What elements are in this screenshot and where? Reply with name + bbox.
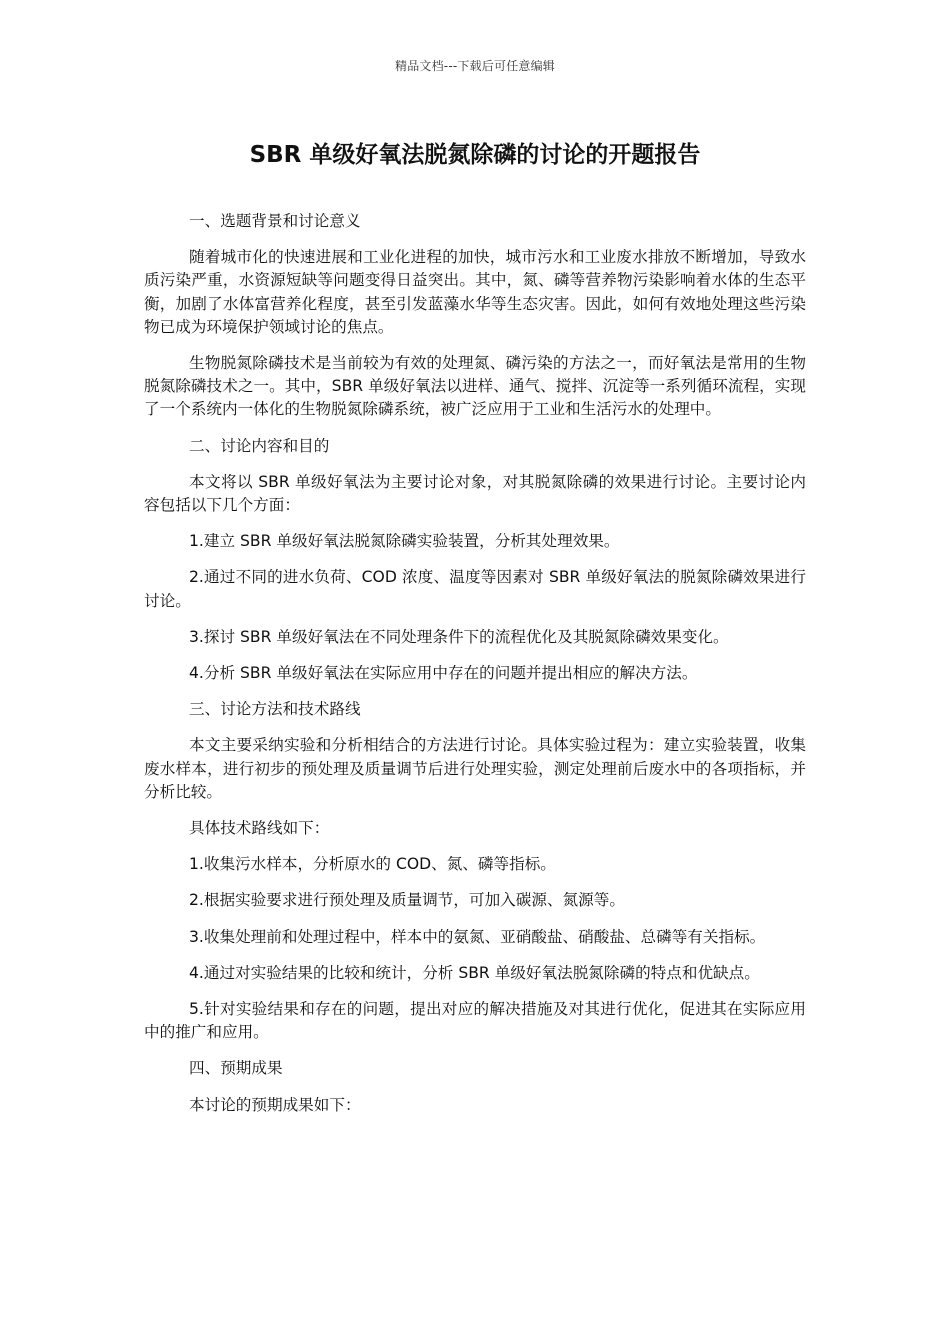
list-item-route-3: 3.收集处理前和处理过程中，样本中的氨氮、亚硝酸盐、硝酸盐、总磷等有关指标。 (189, 927, 766, 946)
paragraph-route-intro: 具体技术路线如下： (189, 819, 330, 838)
list-item-route-4: 4.通过对实验结果的比较和统计，分析 SBR 单级好氧法脱氮除磷的特点和优缺点。 (189, 963, 760, 982)
paragraph-background: 随着城市化的快速进展和工业化进程的加快，城市污水和工业废水排放不断增加，导致水质污染严重，水资源短缺等问题变得日益突出。其中，氮、磷等营养物污染影响着水体的生态平衡，加剧了水体富营养化程度，甚至引发蓝藻水华等生态灾害。因此，如何有效地处理这些污染物已成为环境保护领域讨论的焦点。 (144, 248, 806, 336)
list-item-content-3: 3.探讨 SBR 单级好氧法在不同处理条件下的流程优化及其脱氮除磷效果变化。 (189, 627, 729, 646)
section-heading-results: 四、预期成果 (189, 1059, 283, 1078)
paragraph-content-intro: 本文将以 SBR 单级好氧法为主要讨论对象，对其脱氮除磷的效果进行讨论。主要讨论内容包括以下几个方面： (144, 472, 806, 515)
list-item-content-4: 4.分析 SBR 单级好氧法在实际应用中存在的问题并提出相应的解决方法。 (189, 664, 698, 683)
paragraph-method: 本文主要采纳实验和分析相结合的方法进行讨论。具体实验过程为：建立实验装置，收集废水样本，进行初步的预处理及质量调节后进行处理实验，测定处理前后废水中的各项指标，并分析比较。 (144, 736, 806, 801)
section-heading-background: 一、选题背景和讨论意义 (189, 212, 361, 230)
list-item-route-2: 2.根据实验要求进行预处理及质量调节，可加入碳源、氮源等。 (189, 891, 625, 910)
document-body (144, 210, 806, 1130)
paragraph-technology: 生物脱氮除磷技术是当前较为有效的处理氮、磷污染的方法之一，而好氧法是常用的生物脱氮除磷技术之一。其中，SBR 单级好氧法以进样、通气、搅拌、沉淀等一系列循环流程，实现了一个系统内一体化的生物脱氮除磷系统，被广泛应用于工业和生活污水的处理中。 (144, 354, 806, 419)
list-item-content-1: 1.建立 SBR 单级好氧法脱氮除磷实验装置，分析其处理效果。 (189, 532, 620, 551)
header-note: 精品文档---下载后可任意编辑 (395, 59, 555, 73)
document-title: SBR 单级好氧法脱氮除磷的讨论的开题报告 (249, 142, 701, 168)
section-heading-content: 二、讨论内容和目的 (189, 436, 330, 455)
list-item-route-1: 1.收集污水样本，分析原水的 COD、氮、磷等指标。 (189, 855, 556, 874)
paragraph-results-intro: 本讨论的预期成果如下： (189, 1095, 361, 1114)
list-item-content-2: 2.通过不同的进水负荷、COD 浓度、温度等因素对 SBR 单级好氧法的脱氮除磷效果进行讨论。 (144, 568, 806, 610)
section-heading-method: 三、讨论方法和技术路线 (189, 700, 361, 719)
list-item-route-5: 5.针对实验结果和存在的问题，提出对应的解决措施及对其进行优化，促进其在实际应用中的推广和应用。 (144, 1000, 806, 1042)
